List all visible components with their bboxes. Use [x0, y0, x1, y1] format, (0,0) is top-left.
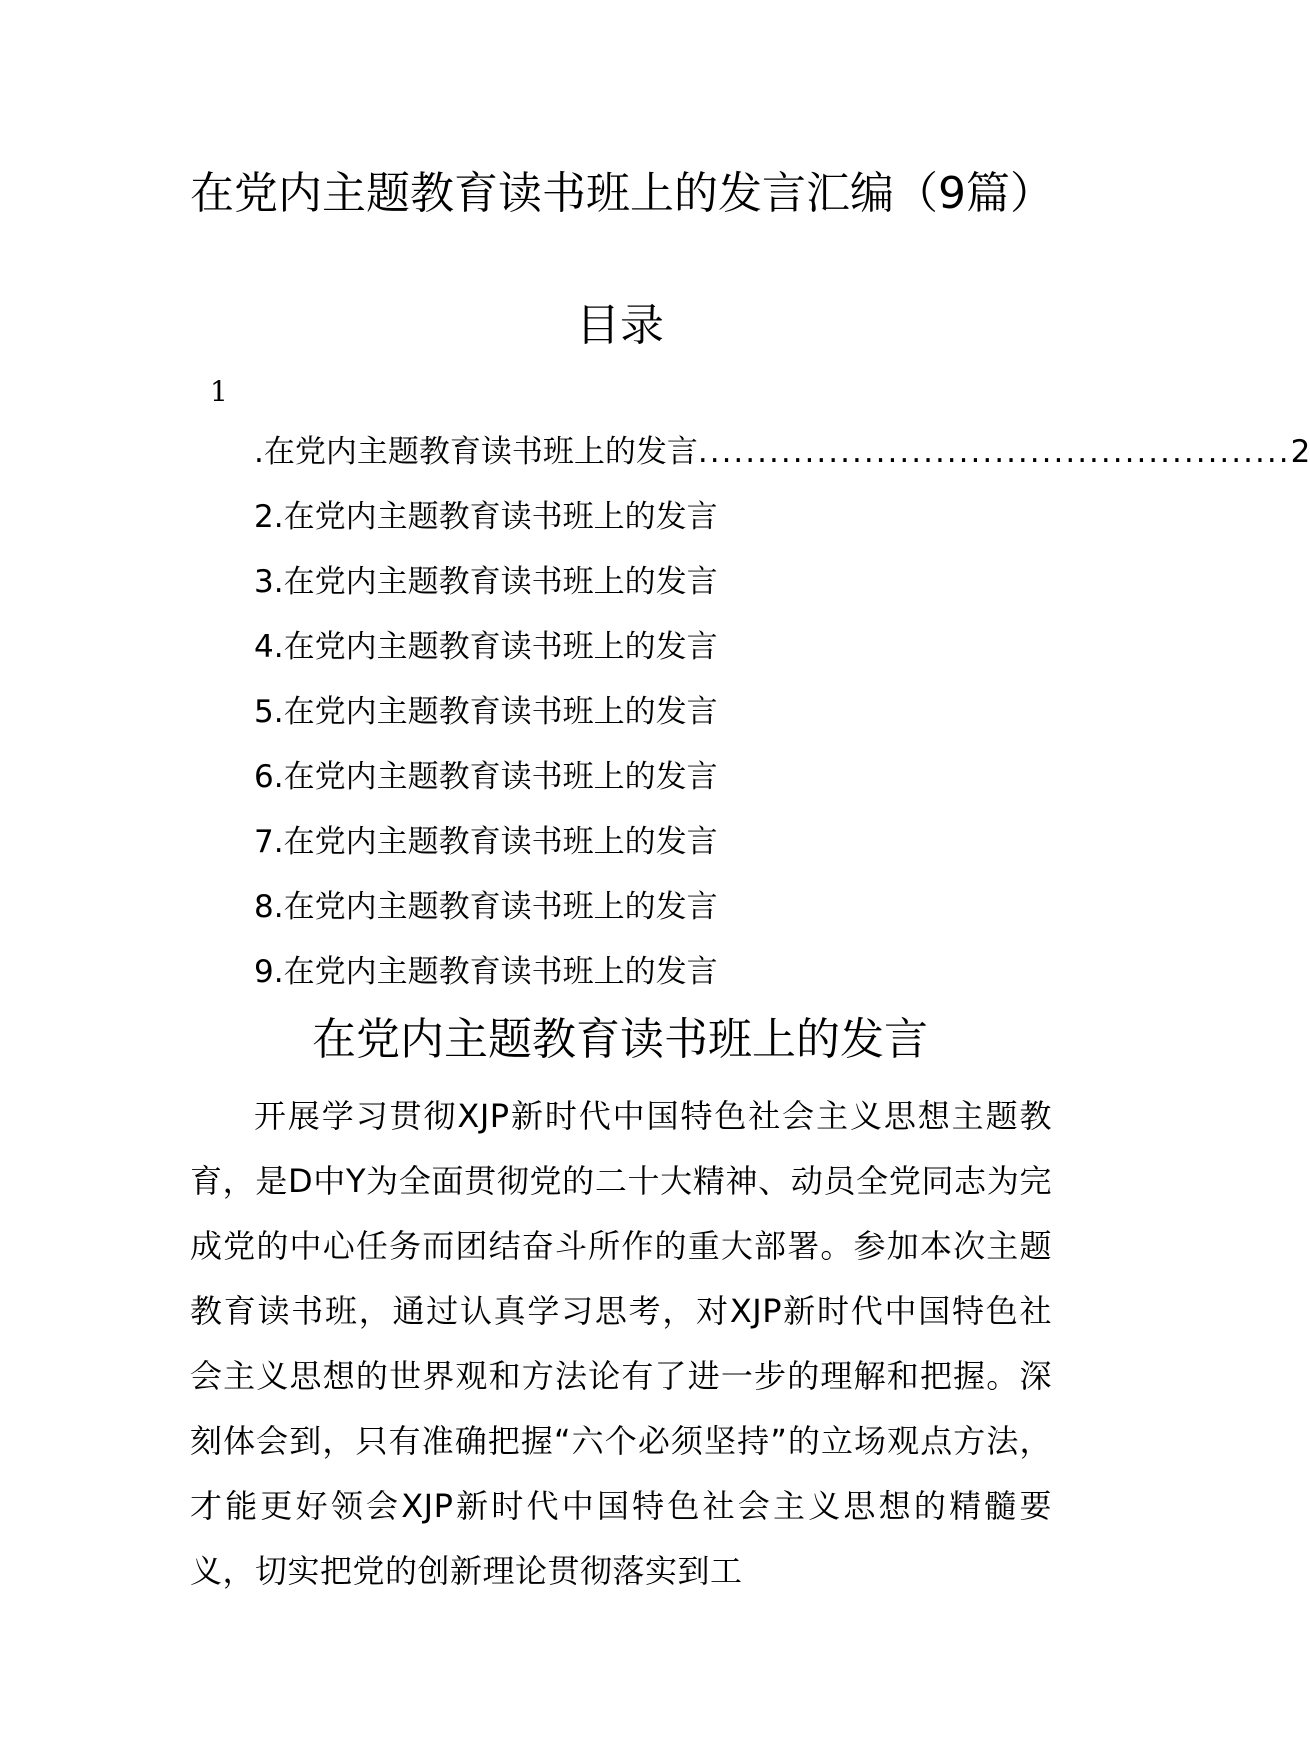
- toc-entry[interactable]: [254, 887, 1054, 952]
- toc-entry-text: 6.在党内主题教育读书班上的发言: [254, 759, 718, 795]
- section-title: 在党内主题教育读书班上的发言: [312, 1014, 928, 1065]
- toc-leader-dots: ..................................................: [697, 434, 1291, 470]
- toc-entry-text: 4.在党内主题教育读书班上的发言: [254, 629, 718, 665]
- toc-entry-text: 3.在党内主题教育读书班上的发言: [254, 564, 718, 600]
- table-of-contents: [254, 432, 1310, 1017]
- document-title: 在党内主题教育读书班上的发言汇编（9篇）: [190, 168, 1054, 219]
- toc-entry[interactable]: [254, 627, 1054, 692]
- toc-entry-text: 5.在党内主题教育读书班上的发言: [254, 694, 718, 730]
- toc-entry-text: 9.在党内主题教育读书班上的发言: [254, 954, 718, 990]
- toc-entry[interactable]: [254, 432, 1310, 497]
- toc-page-number: 2: [1290, 434, 1310, 470]
- body-paragraph: 开展学习贯彻XJP新时代中国特色社会主义思想主题教育，是D中Y为全面贯彻党的二十大精神、动员全党同志为完成党的中心任务而团结奋斗所作的重大部署。参加本次主题教育读书班，通过认真学习思考，对XJP新时代中国特色社会主义思想的世界观和方法论有了进一步的理解和把握。深刻体会到，只有准确把握“六个必须坚持”的立场观点方法，才能更好领会XJP新时代中国特色社会主义思想的精髓要义，切实把党的创新理论贯彻落实到工: [190, 1097, 1052, 1590]
- toc-heading: 目录: [576, 300, 664, 351]
- toc-entry[interactable]: [254, 497, 1054, 562]
- toc-entry[interactable]: [254, 692, 1054, 757]
- toc-entry-text: 8.在党内主题教育读书班上的发言: [254, 889, 718, 925]
- toc-entry-text: 7.在党内主题教育读书班上的发言: [254, 824, 718, 860]
- toc-entry[interactable]: [254, 757, 1054, 822]
- toc-entry-text: 2.在党内主题教育读书班上的发言: [254, 499, 718, 535]
- toc-entry[interactable]: [254, 822, 1054, 887]
- toc-orphan-number: 1: [210, 375, 228, 408]
- toc-entry-text: .在党内主题教育读书班上的发言: [254, 434, 698, 470]
- toc-entry[interactable]: [254, 562, 1054, 627]
